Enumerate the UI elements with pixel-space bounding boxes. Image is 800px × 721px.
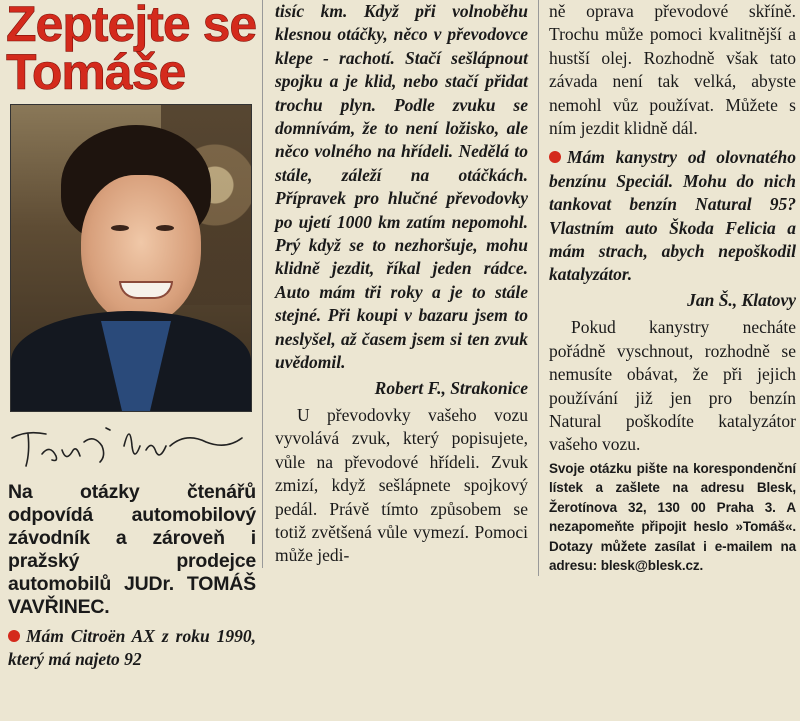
- letter1-answer-cont: ně oprava převodové skříně. Trochu může pomoci kvalitnější a hustší olej. Rozhodně však tato závada není tak velká, abyste nemohl vůz používat. Můžete s ním jezdit klidně dál.: [549, 1, 796, 139]
- letter2-signature: Jan Š., Klatovy: [687, 289, 796, 310]
- column-middle: [262, 0, 538, 568]
- red-bullet-icon: [8, 630, 20, 642]
- red-bullet-icon: [549, 151, 561, 163]
- headline-line-2: Tomáše: [6, 44, 186, 100]
- contact-footer: Svoje otázku pište na korespondenční lístek a zašlete na adresu Blesk, Žerotínova 32, 130 00 Praha 3. A nezapomeňte připojit heslo »Tomáš«. Dotazy můžete zasílat i e-mailem na adresu: blesk@blesk.cz.: [549, 460, 796, 574]
- letter1-signature: Robert F., Strakonice: [374, 377, 528, 398]
- letter1-question-start: Mám Citroën AX z roku 1990, který má najeto 92: [8, 626, 256, 670]
- letter1-answer-start: U převodovky vašeho vozu vyvolává zvuk, který popisujete, vůle na převodové hřídeli. Zvuk zmizí, když sešlápnete spojkový pedál. Právě tímto způsobem se totiž zvětšená vůle vymezí. Pomoci může jedi-: [275, 404, 528, 566]
- intro-text: Na otázky čtenářů odpovídá automobilový závodník a zároveň i pražský prodejce automobilů JUDr. TOMÁŠ VAVŘINEC.: [8, 481, 256, 618]
- letter2-question: Mám kanystry od olovnatého benzínu Speciál. Mohu do nich tankovat benzín Natural 95? Vlastním auto Škoda Felicia a mám strach, abych nepoškodil katalyzátor.: [549, 147, 796, 285]
- headline: [0, 0, 262, 100]
- column-left: [0, 0, 262, 672]
- handwritten-signature: [6, 416, 256, 474]
- column-right: [538, 0, 800, 576]
- headline-line-1: Zeptejte se: [6, 0, 257, 52]
- letter1-question-cont: tisíc km. Když při volnoběhu klesnou otáčky, něco v převodovce klepe - rachotí. Stačí sešlápnout spojku a je klid, nebo stačí přidat trochu plyn. Podle zvuku se domnívám, že to není ložisko, ale něco volného na hřídeli. Nedělá to stále, záleží na otáčkách. Přípravek pro hlučné převodovky po ujetí 1000 km zatím nepomohl. Prý když se to nezhoršuje, mohu klidně jezdit, říkal jeden rádce. Auto mám tři roky a je to stále stejné. Při koupi v bazaru jsem to neslyšel, až časem jsem si ten zvuk uvědomil.: [275, 1, 528, 373]
- portrait-photo: [10, 104, 252, 412]
- letter2-answer: Pokud kanystry necháte pořádně vyschnout, rozhodně se nemusíte obávat, že při jejich používání již jen pro benzín Natural poškodíte katalyzátor vašeho vozu.: [549, 317, 796, 455]
